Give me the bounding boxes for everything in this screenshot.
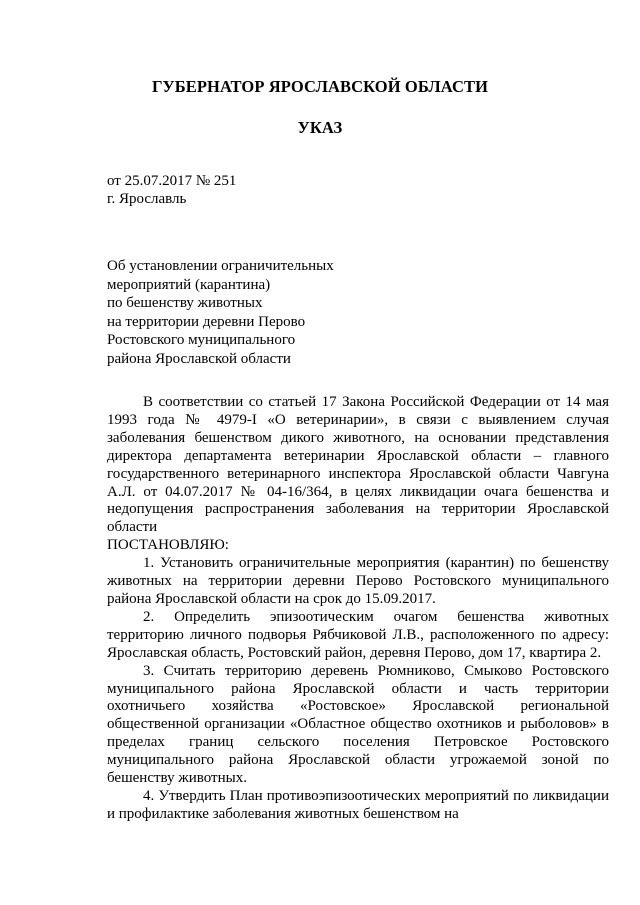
- preamble-paragraph: В соответствии со статьей 17 Закона Российской Федерации от 14 мая 1993 года № 4979-I «О ветеринарии», в связи с выявлением случая заболевания бешенством дикого животного, на основании представления директора департамента ветеринарии Ярославской области – главного государственного ветеринарного инспектора Ярославской области Чавгуна А.Л. от 04.07.2017 № 04-16/364, в целях ликвидации очага бешенства и недопущения распространения заболевания на территории Ярославской области: [107, 394, 609, 536]
- authority-title: ГУБЕРНАТОР ЯРОСЛАВСКОЙ ОБЛАСТИ: [151, 77, 489, 96]
- decree-item: 4. Утвердить План противоэпизоотических мероприятий по ликвидации и профилактике заболевания животных бешенством на: [107, 787, 609, 822]
- document-type: УКАЗ: [297, 118, 343, 137]
- topic-line: на территории деревни Перово: [107, 313, 306, 330]
- topic-line: по бешенству животных: [107, 295, 263, 311]
- decree-word: ПОСТАНОВЛЯЮ:: [107, 537, 229, 554]
- topic-line: Об установлении ограничительных: [107, 258, 334, 274]
- decree-item: 1. Установить ограничительные мероприятия (карантин) по бешенству животных на территории деревни Перово Ростовского муниципального района Ярославской области на срок до 15.09.2017.: [107, 555, 609, 607]
- topic-line: Ростовского муниципального: [107, 332, 296, 348]
- decree-topic: [107, 257, 334, 368]
- topic-line: района Ярославской области: [107, 350, 291, 367]
- decree-item: 2. Определить эпизоотическим очагом бешенства животных территорию личного подворья Рябчиковой Л.В., расположенного по адресу: Ярославская область, Ростовский район, деревня Перово, дом 17, квартира 2.: [107, 608, 609, 661]
- date-number: от 25.07.2017 № 251: [107, 173, 237, 189]
- topic-line: мероприятий (карантина): [107, 276, 271, 293]
- place: г. Ярославль: [107, 191, 187, 207]
- decree-item: 3. Считать территорию деревень Рюмниково, Смыково Ростовского муниципального района Ярославской области и часть территории охотничьего хозяйства «Ростовское» Ярославской региональной общественной организации «Областное общество охотников и рыболовов» в пределах границ сельского поселения Петровское Ростовского муниципального района Ярославской области угрожаемой зоной по бешенству животных.: [107, 662, 609, 787]
- decree-body: [107, 394, 609, 824]
